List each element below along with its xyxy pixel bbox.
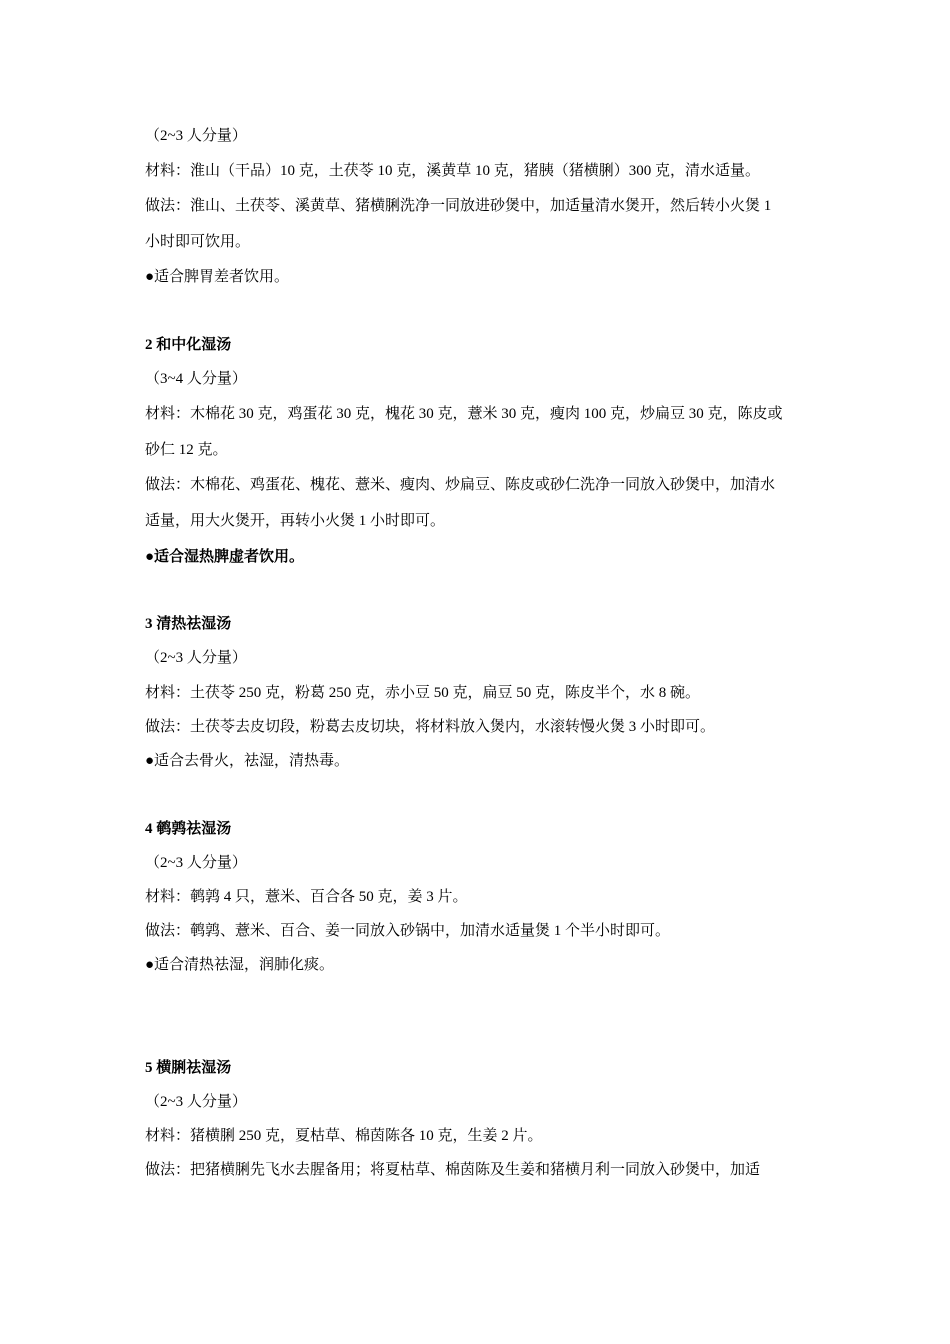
recipe1-materials: 材料：淮山（干品）10 克，土茯苓 10 克，溪黄草 10 克，猪胰（猪横脷）300 克，清水适量。 bbox=[145, 163, 761, 179]
recipe2-materials-line1: 材料：木棉花 30 克，鸡蛋花 30 克，槐花 30 克，薏米 30 克，瘦肉 100 克，炒扁豆 30 克，陈皮或 bbox=[145, 406, 783, 422]
recipe5-serving: （2~3 人分量） bbox=[145, 1094, 247, 1110]
recipe3-title: 3 清热祛湿汤 bbox=[145, 616, 232, 632]
recipe4-title: 4 鹌鹑祛湿汤 bbox=[145, 821, 232, 837]
recipe2-note: ●适合湿热脾虚者饮用。 bbox=[145, 549, 305, 565]
recipe2-title: 2 和中化湿汤 bbox=[145, 337, 232, 353]
recipe1-method-line2: 小时即可饮用。 bbox=[145, 234, 251, 250]
recipe4-note: ●适合清热祛湿，润肺化痰。 bbox=[145, 957, 335, 973]
recipe4-method: 做法：鹌鹑、薏米、百合、姜一同放入砂锅中，加清水适量煲 1 个半小时即可。 bbox=[145, 923, 671, 939]
recipe1-method-line1: 做法：淮山、土茯苓、溪黄草、猪横脷洗净一同放进砂煲中，加适量清水煲开，然后转小火煲 1 bbox=[145, 198, 772, 214]
recipe3-serving: （2~3 人分量） bbox=[145, 650, 247, 666]
recipe5-title: 5 横脷祛湿汤 bbox=[145, 1060, 232, 1076]
recipe5-method-line1: 做法：把猪横脷先飞水去腥备用；将夏枯草、棉茵陈及生姜和猪横月利一同放入砂煲中，加适 bbox=[145, 1162, 761, 1178]
recipe2-method-line1: 做法：木棉花、鸡蛋花、槐花、薏米、瘦肉、炒扁豆、陈皮或砂仁洗净一同放入砂煲中，加清水 bbox=[145, 477, 776, 493]
recipe2-materials-line2: 砂仁 12 克。 bbox=[145, 442, 228, 458]
recipe4-materials: 材料：鹌鹑 4 只，薏米、百合各 50 克，姜 3 片。 bbox=[145, 889, 468, 905]
recipe3-method: 做法：土茯苓去皮切段，粉葛去皮切块，将材料放入煲内，水滚转慢火煲 3 小时即可。 bbox=[145, 719, 716, 735]
recipe1-serving: （2~3 人分量） bbox=[145, 128, 247, 144]
recipe2-serving: （3~4 人分量） bbox=[145, 371, 247, 387]
recipe3-note: ●适合去骨火，祛湿，清热毒。 bbox=[145, 753, 350, 769]
recipe5-materials: 材料：猪横脷 250 克，夏枯草、棉茵陈各 10 克，生姜 2 片。 bbox=[145, 1128, 543, 1144]
recipe2-method-line2: 适量，用大火煲开，再转小火煲 1 小时即可。 bbox=[145, 513, 446, 529]
recipe3-materials: 材料：土茯苓 250 克，粉葛 250 克，赤小豆 50 克，扁豆 50 克，陈皮半个，水 8 碗。 bbox=[145, 685, 701, 701]
recipe4-serving: （2~3 人分量） bbox=[145, 855, 247, 871]
recipe1-note: ●适合脾胃差者饮用。 bbox=[145, 269, 290, 285]
